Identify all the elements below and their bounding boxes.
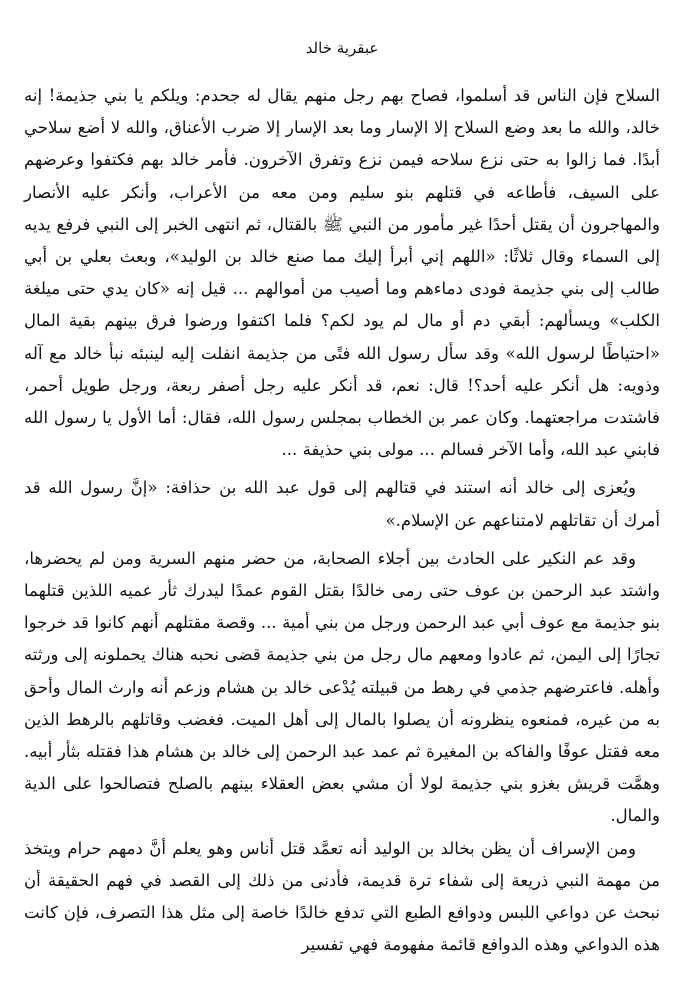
paragraph-2: ويُعزى إلى خالد أنه استند في قتالهم إلى قول عبد الله بن حذافة: «إنَّ رسول الله قد أمرك أن تقاتلهم لامتناعهم عن الإسلام.» [24,478,660,530]
paragraph-4: ومن الإسراف أن يظن بخالد بن الوليد أنه تعمَّد قتل أناس وهو يعلم أنَّ دمهم حرام ويتخذ من مهمة النبي ذريعة إلى شفاء ترة قديمة، فأدنى من ذلك إلى القصد في فهم الحقيقة أن نبحث عن دواعي اللبس ودوافع الطبع التي تدفع خالدًا خاصة إلى مثل هذا التصرف، فإن كانت هذه الدواعي وهذه الدوافع قائمة مفهومة فهي تفسير [24,838,660,955]
paragraph-3: وقد عم النكير على الحادث بين أجلاء الصحابة، من حضر منهم السرية ومن لم يحضرها، واشتد عبد الرحمن بن عوف حتى رمى خالدًا بقتل القوم عمدًا ليدرك ثأر عميه اللذين قتلهما بنو جذيمة مع عوف أبي عبد الرحمن ورجل من بني أمية ... وقصة مقتلهم أنهم كانوا قد خرجوا تجارًا إلى اليمن، ثم عادوا ومعهم مال رجل من بني جذيمة قضى نحبه هناك يحملونه إلى ورثته وأهله. فاعترضهم جذمي في رهط من قبيلته يُدْعى خالد بن هشام وزعم أنه وارث المال وأحق به من غيره، فمنعوه ينظرونه أن يصلوا بالمال إلى أهل الميت. فغضب وقاتلهم بالرهط الذين معه فقتل عوفًا والفاكه بن المغيرة ثم عمد عبد الرحمن إلى خالد بن هشام هذا فقتله بثأر أبيه. وهمَّت قريش بغزو بني جذيمة لولا أن مشي بعض العقلاء بينهم بالصلح فتصالحوا على الدية والمال. [24,548,660,826]
running-head-title: عبقرية خالد [305,39,379,57]
body-text [24,80,660,961]
paragraph-1: السلاح فإن الناس قد أسلموا، فصاح بهم رجل منهم يقال له جحدم: ويلكم يا بني جذيمة! إنه خالد، والله ما بعد وضع السلاح إلا الإسار وما بعد الإسار إلا ضرب الأعناق، والله لا أضع سلاحي أبدًا. فما زالوا به حتى نزع سلاحه فيمن نزع وتفرق الآخرون. فأمر خالد بهم فكتفوا وعرضهم على السيف، فأطاعه في قتلهم بنو سليم ومن معه من الأعراب، وأنكر عليه الأنصار والمهاجرون أن يقتل أحدًا غير مأمور من النبي ﷺ بالقتال، ثم انتهى الخبر إلى النبي فرفع يديه إلى السماء وقال ثلاثًا: «اللهم إني أبرأ إليك مما صنع خالد بن الوليد»، وبعث بعلي بن أبي طالب إلى بني جذيمة فودى دماءهم وما أصيب من أموالهم ... قيل إنه «كان يدي حتى ميلغة الكلب» ويسألهم: أبقي دم أو مال لم يود لكم؟ فلما اكتفوا ورضوا فرق بينهم بقية المال «احتياطًا لرسول الله» وقد سأل رسول الله فتًى من جذيمة انفلت إليه لينبئه نبأ خالد مع آله وذويه: هل أنكر عليه أحد؟! قال: نعم، قد أنكر عليه رجل أصفر ربعة، ورجل طويل أحمر، فاشتدت مراجعتهما. وكان عمر بن الخطاب بمجلس رسول الله، فقال: أما الأول يا رسول الله فابني عبد الله، وأما الآخر فسالم ... مولى بني حذيفة ... [24,86,660,460]
